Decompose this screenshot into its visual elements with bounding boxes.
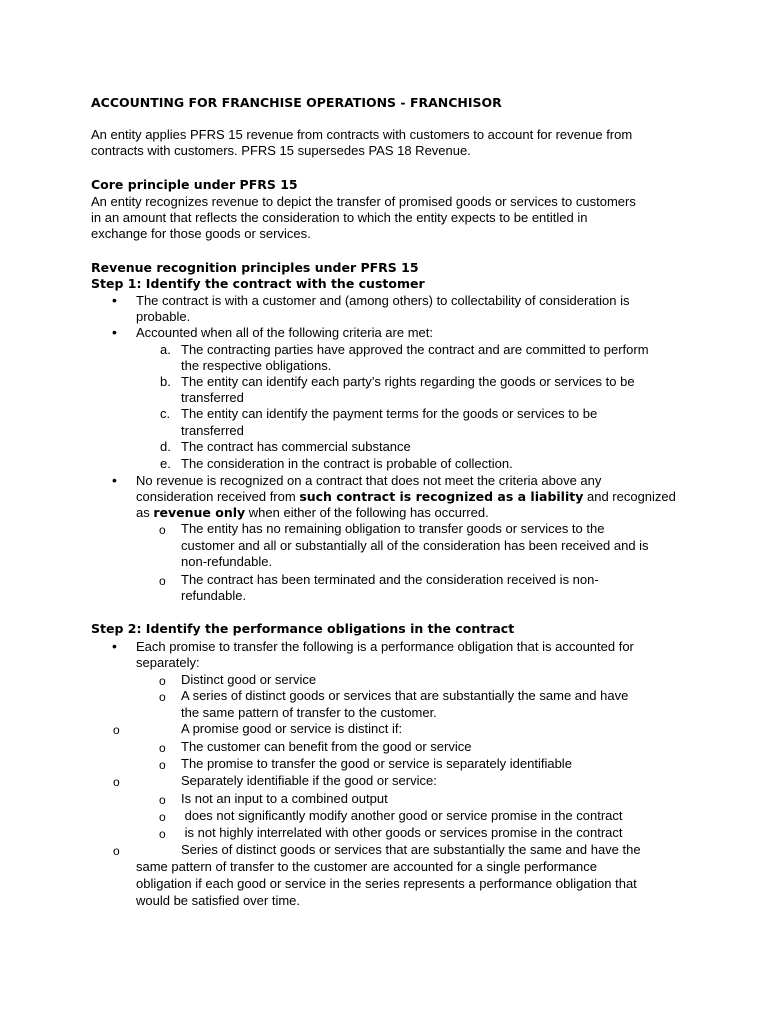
liability-emphasis: such contract is recognized as a liability	[299, 489, 584, 504]
circle-marker: o	[159, 827, 166, 841]
criteria-line: The entity can identify each party’s rights regarding the goods or services to be	[181, 374, 635, 389]
sub-line: A series of distinct goods or services that are substantially the same and have	[181, 688, 629, 703]
sub-line: The customer can benefit from the good or service	[181, 739, 472, 754]
step1-bullet1-line: probable.	[136, 309, 191, 324]
sub-line: non-refundable.	[181, 554, 273, 569]
circle-marker: o	[113, 844, 120, 858]
sub-line: The promise to transfer the good or service is separately identifiable	[181, 756, 572, 771]
sub-line: The contract has been terminated and the consideration received is non-	[181, 572, 599, 587]
o-line: same pattern of transfer to the customer are accounted for a single performance	[136, 859, 598, 874]
sub-line: does not significantly modify another good or service promise in the contract	[181, 808, 623, 823]
o-line: Separately identifiable if the good or service:	[181, 773, 437, 788]
o-line: would be satisfied over time.	[136, 893, 301, 908]
bullet-marker: •	[112, 324, 117, 340]
step2-bullet1-line: Each promise to transfer the following is a performance obligation that is accounted for	[136, 639, 634, 654]
sub-line: The entity has no remaining obligation to transfer goods or services to the	[181, 521, 605, 536]
criteria-marker: e.	[160, 456, 171, 471]
bullet-marker: •	[112, 638, 117, 654]
circle-marker: o	[159, 674, 166, 688]
circle-marker: o	[113, 723, 120, 737]
step1-bullet1-line: The contract is with a customer and (among others) to collectability of consideration is	[136, 293, 630, 308]
step1-bullet2: Accounted when all of the following criteria are met:	[136, 325, 433, 340]
step1-heading: Step 1: Identify the contract with the customer	[91, 276, 425, 291]
criteria-marker: b.	[160, 374, 171, 389]
core-line: An entity recognizes revenue to depict the transfer of promised goods or services to customers	[91, 194, 636, 209]
sub-line: Distinct good or service	[181, 672, 317, 687]
intro-line: contracts with customers. PFRS 15 supersedes PAS 18 Revenue.	[91, 143, 471, 158]
sub-line: customer and all or substantially all of the consideration has been received and is	[181, 538, 649, 553]
step2-heading: Step 2: Identify the performance obligations in the contract	[91, 621, 515, 636]
criteria-line: The contract has commercial substance	[181, 439, 411, 454]
page-title: ACCOUNTING FOR FRANCHISE OPERATIONS - FRANCHISOR	[91, 95, 502, 110]
criteria-line: The contracting parties have approved the contract and are committed to perform	[181, 342, 649, 357]
core-line: in an amount that reflects the consideration to which the entity expects to be entitled in	[91, 210, 588, 225]
criteria-marker: c.	[160, 406, 171, 421]
bullet-marker: •	[112, 472, 117, 488]
circle-marker: o	[159, 793, 166, 807]
core-heading: Core principle under PFRS 15	[91, 177, 298, 192]
sub-line: is not highly interrelated with other goods or services promise in the contract	[181, 825, 623, 840]
step2-bullet1-line: separately:	[136, 655, 200, 670]
circle-marker: o	[113, 775, 120, 789]
criteria-line: transferred	[181, 390, 244, 405]
circle-marker: o	[159, 810, 166, 824]
circle-marker: o	[159, 741, 166, 755]
criteria-line: The consideration in the contract is probable of collection.	[181, 456, 513, 471]
criteria-line: the respective obligations.	[181, 358, 332, 373]
circle-marker: o	[159, 758, 166, 772]
recognition-heading: Revenue recognition principles under PFRS 15	[91, 260, 419, 275]
revenue-only-emphasis: revenue only	[153, 505, 246, 520]
criteria-marker: d.	[160, 439, 171, 454]
circle-marker: o	[159, 690, 166, 704]
step1-bullet3-line: No revenue is recognized on a contract that does not meet the criteria above any	[136, 473, 602, 488]
criteria-line: The entity can identify the payment terms for the goods or services to be	[181, 406, 598, 421]
circle-marker: o	[159, 574, 166, 588]
sub-line: Is not an input to a combined output	[181, 791, 388, 806]
step1-bullet3-line: consideration received from such contract is recognized as a liability and recognized	[136, 489, 676, 504]
criteria-marker: a.	[160, 342, 171, 357]
intro-line: An entity applies PFRS 15 revenue from contracts with customers to account for revenue from	[91, 127, 633, 142]
o-line: Series of distinct goods or services that are substantially the same and have the	[181, 842, 641, 857]
circle-marker: o	[159, 523, 166, 537]
bullet-marker: •	[112, 292, 117, 308]
step1-bullet3-line: as revenue only when either of the following has occurred.	[136, 505, 489, 520]
o-line: obligation if each good or service in the series represents a performance obligation that	[136, 876, 637, 891]
o-line: A promise good or service is distinct if:	[181, 721, 403, 736]
sub-line: the same pattern of transfer to the customer.	[181, 705, 437, 720]
sub-line: refundable.	[181, 588, 247, 603]
core-line: exchange for those goods or services.	[91, 226, 311, 241]
criteria-line: transferred	[181, 423, 244, 438]
